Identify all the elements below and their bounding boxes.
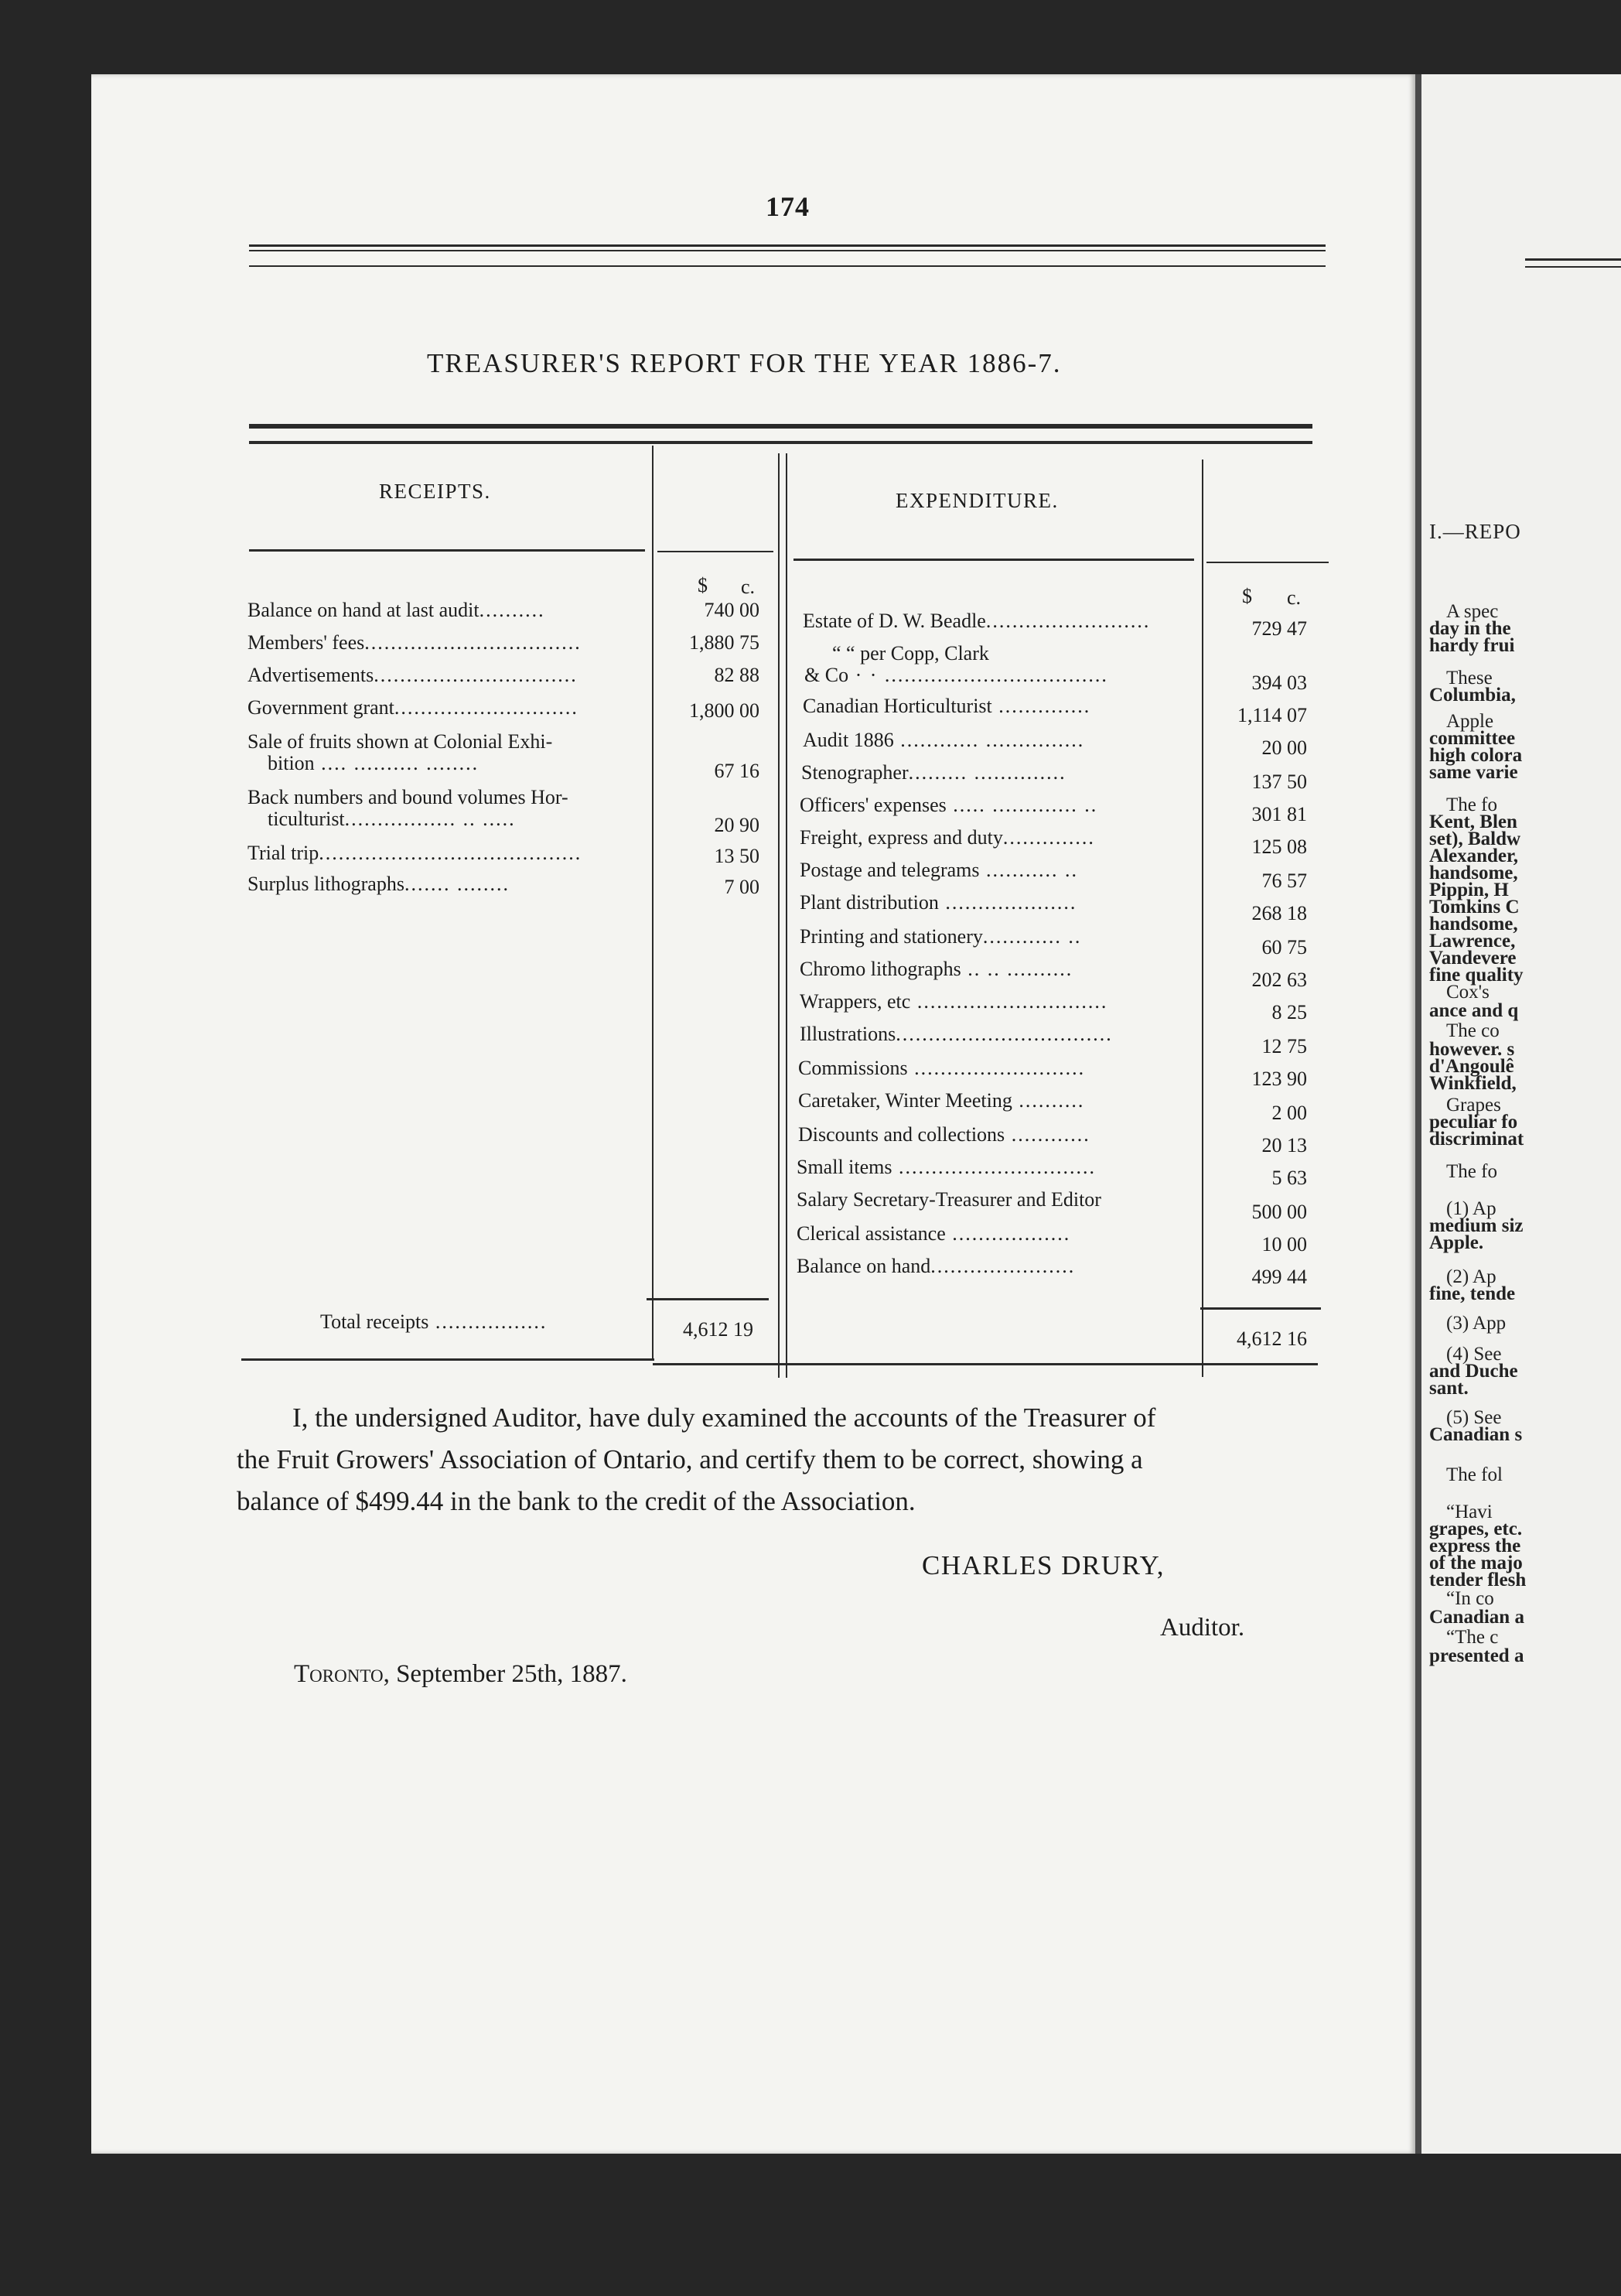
right-page-line: express the <box>1429 1536 1521 1556</box>
expenditure-row <box>832 642 1199 665</box>
expenditure-row <box>801 761 1199 784</box>
receipt-amount: 740 00 <box>704 599 759 621</box>
expenditure-label: Clerical assistance <box>797 1222 946 1245</box>
header-rule-middle <box>249 250 1326 251</box>
center-divider-left <box>778 453 780 1378</box>
right-page-line: (5) See <box>1446 1407 1502 1428</box>
expenditure-amount: 500 00 <box>1251 1201 1307 1223</box>
total-receipts-label: Total receipts <box>320 1310 429 1333</box>
expenditure-label: Audit 1886 <box>803 729 894 751</box>
auditor-signature: CHARLES DRURY, <box>922 1550 1165 1580</box>
expenditure-label: Stenographer <box>801 761 909 784</box>
right-page-line: committee <box>1429 728 1516 749</box>
expenditure-row <box>797 1255 1199 1278</box>
right-page-line: and Duche <box>1429 1361 1518 1382</box>
auditor-role: Auditor. <box>1160 1614 1245 1642</box>
expenditure-row <box>798 1089 1199 1112</box>
expenditure-amount: 20 00 <box>1261 736 1307 759</box>
expenditure-amount-divider <box>1202 460 1203 1377</box>
expenditure-dollar-symbol: $ <box>1242 585 1252 607</box>
expenditure-amount: 12 75 <box>1261 1035 1307 1057</box>
expenditure-label: Postage and telegrams <box>800 859 980 881</box>
right-page-heading: I.—REPO <box>1429 520 1521 543</box>
right-page-line: fine quality <box>1429 965 1524 986</box>
leader-dots: .... .......... ........ <box>314 752 479 774</box>
right-page-line: The fol <box>1446 1464 1503 1485</box>
right-page-line: handsome, <box>1429 914 1518 934</box>
leader-dots: .. .. .......... <box>961 958 1073 980</box>
page-number: 174 <box>766 191 810 222</box>
place-and-date <box>294 1660 627 1689</box>
receipt-label: Balance on hand at last audit <box>247 599 479 621</box>
right-page-line: Pippin, H <box>1429 880 1509 900</box>
receipt-label: Sale of fruits shown at Colonial Exhi- <box>247 730 553 753</box>
expenditure-label: Canadian Horticulturist <box>803 695 992 717</box>
right-page-line: Canadian a <box>1429 1607 1524 1628</box>
leader-dots: .......................... <box>907 1057 1086 1079</box>
right-page-line: The fo <box>1446 1161 1497 1182</box>
leader-dots: · · .................................. <box>848 664 1108 686</box>
receipt-row <box>247 696 650 719</box>
expenditure-label: Salary Secretary-Treasurer and Editor <box>797 1188 1101 1211</box>
receipt-label: bition <box>268 752 315 774</box>
certification-line-1: I, the undersigned Auditor, have duly examined the accounts of the Treasurer of <box>292 1403 1156 1433</box>
right-page-line: Lawrence, <box>1429 931 1516 952</box>
table-top-rule-2 <box>249 441 1312 444</box>
expenditure-row <box>803 729 1199 752</box>
center-divider-right <box>786 453 787 1378</box>
right-page-line: of the majo <box>1429 1553 1523 1573</box>
leader-dots: ................................. <box>364 631 582 654</box>
right-page-header-rule <box>1525 258 1621 261</box>
table-top-rule <box>249 424 1312 429</box>
receipt-row <box>247 664 650 687</box>
leader-dots: ............ <box>1005 1123 1090 1146</box>
expenditure-row <box>800 891 1199 914</box>
leader-dots: .............................. <box>892 1156 1096 1178</box>
expenditure-row <box>797 1188 1199 1211</box>
leader-dots: .......... <box>1012 1089 1085 1112</box>
right-page-line: grapes, etc. <box>1429 1519 1523 1539</box>
right-page-line: Canadian s <box>1429 1424 1523 1445</box>
receipt-amount: 7 00 <box>724 876 759 898</box>
leader-dots: ........... .. <box>979 859 1078 881</box>
right-page-line: set), Baldw <box>1429 829 1521 849</box>
report-title: TREASURER'S REPORT FOR THE YEAR 1886-7. <box>427 348 1062 378</box>
expenditure-label: Balance on hand <box>797 1255 931 1277</box>
expenditure-label: Wrappers, etc <box>800 990 911 1013</box>
receipts-amount-divider <box>652 446 654 1358</box>
right-page-line: (1) Ap <box>1446 1198 1496 1219</box>
expenditure-amount: 125 08 <box>1251 835 1307 858</box>
receipt-label: Back numbers and bound volumes Hor- <box>247 786 568 808</box>
expenditure-amount: 5 63 <box>1271 1167 1307 1189</box>
expenditure-label: Printing and stationery <box>800 925 983 948</box>
right-page-line: Alexander, <box>1429 846 1519 866</box>
right-page-line: Tomkins C <box>1429 897 1520 917</box>
right-page-line: “Havi <box>1446 1502 1493 1522</box>
expenditure-label: Plant distribution <box>800 891 939 914</box>
expenditure-label: Illustrations <box>800 1023 896 1045</box>
expenditure-amount: 301 81 <box>1251 803 1307 825</box>
right-page-line: Apple. <box>1429 1232 1484 1253</box>
expenditure-row <box>797 1222 1199 1245</box>
right-page-line: (2) Ap <box>1446 1266 1496 1287</box>
receipts-heading: RECEIPTS. <box>379 480 491 503</box>
receipt-row-continued <box>268 752 650 775</box>
expenditure-amount: 202 63 <box>1251 969 1307 991</box>
certification-line-3: balance of $499.44 in the bank to the credit of the Association. <box>237 1486 916 1516</box>
right-page-line: sant. <box>1429 1378 1469 1399</box>
expenditure-row <box>800 990 1199 1013</box>
leader-dots: ............ .. <box>982 925 1082 948</box>
expenditure-label: Caretaker, Winter Meeting <box>798 1089 1012 1112</box>
leader-dots: ......... .............. <box>908 761 1066 784</box>
expenditure-row <box>800 794 1199 817</box>
right-page-line: medium siz <box>1429 1215 1524 1236</box>
right-page-line: however. s <box>1429 1039 1515 1060</box>
table-bottom-rule-left <box>241 1358 654 1361</box>
leader-dots: .............. <box>1002 826 1095 849</box>
receipt-label: Members' fees <box>247 631 365 654</box>
right-page-line: Apple <box>1446 711 1494 732</box>
right-page-line: presented a <box>1429 1645 1524 1666</box>
receipt-row <box>247 873 650 896</box>
right-page-line: Columbia, <box>1429 685 1516 706</box>
total-receipts-row <box>320 1310 645 1334</box>
leader-dots: .......... <box>479 599 545 621</box>
expenditure-label: Commissions <box>798 1057 908 1079</box>
leader-dots: ............ ............... <box>893 729 1085 751</box>
expenditure-label: Estate of D. W. Beadle <box>803 610 986 632</box>
leader-dots: .................... <box>938 891 1077 914</box>
leader-dots: ............................ <box>394 696 578 719</box>
expenditure-label: & Co <box>804 664 849 686</box>
right-page-line: (4) See <box>1446 1344 1502 1365</box>
receipt-amount: 1,880 75 <box>689 631 759 654</box>
expenditure-row-continued <box>804 664 1199 687</box>
receipt-amount: 1,800 00 <box>689 699 759 722</box>
right-page-line: d'Angoulê <box>1429 1056 1514 1077</box>
receipt-amount: 13 50 <box>714 845 759 867</box>
expenditure-row <box>803 695 1199 718</box>
right-page-line: discriminat <box>1429 1129 1524 1150</box>
expenditure-label: Officers' expenses <box>800 794 947 816</box>
expenditure-amount: 20 13 <box>1261 1134 1307 1157</box>
expenditure-row <box>800 925 1199 948</box>
right-page-line: handsome, <box>1429 863 1518 883</box>
right-page-line: Winkfield, <box>1429 1073 1517 1094</box>
leader-dots: ....... ........ <box>404 873 510 895</box>
leader-dots: ........................................ <box>319 842 582 864</box>
right-page-line: Grapes <box>1446 1095 1501 1116</box>
right-page-line: “The c <box>1446 1627 1499 1648</box>
expenditure-heading: EXPENDITURE. <box>896 489 1059 512</box>
receipts-total-rule <box>647 1298 769 1300</box>
leader-dots: ..... ............. .. <box>946 794 1098 816</box>
leader-dots: ...................... <box>930 1255 1076 1277</box>
right-page-line: tender flesh <box>1429 1570 1527 1590</box>
expenditure-amount: 10 00 <box>1261 1233 1307 1256</box>
certification-line-2: the Fruit Growers' Association of Ontario, and certify them to be correct, showing a <box>237 1444 1143 1474</box>
right-page-line: A spec <box>1446 601 1499 622</box>
leader-dots: .................. <box>945 1222 1071 1245</box>
expenditure-row <box>803 610 1199 633</box>
expenditure-label: Small items <box>797 1156 892 1178</box>
receipt-row <box>247 842 650 865</box>
expenditure-amount: 123 90 <box>1251 1068 1307 1090</box>
leader-dots: .............. <box>991 695 1091 717</box>
expenditure-row <box>800 826 1199 849</box>
receipts-cents-symbol: c. <box>741 576 756 598</box>
expenditure-total-rule <box>1200 1307 1321 1310</box>
leader-dots: ......................... <box>985 610 1151 632</box>
expenditure-label: “ “ per Copp, Clark <box>832 642 989 665</box>
leader-dots: ............................... <box>374 664 578 686</box>
leader-dots: ............................. <box>910 990 1108 1013</box>
expenditure-amount: 394 03 <box>1251 671 1307 694</box>
receipt-label: Advertisements <box>247 664 374 686</box>
place-date: September 25th, 1887. <box>396 1660 627 1688</box>
receipt-amount: 82 88 <box>714 664 759 686</box>
expenditure-amount: 137 50 <box>1251 770 1307 793</box>
expenditure-amount: 60 75 <box>1261 936 1307 958</box>
right-page-line: fine, tende <box>1429 1283 1516 1304</box>
right-page-line: day in the <box>1429 618 1511 639</box>
right-page-line: “In co <box>1446 1588 1494 1609</box>
expenditure-label: Discounts and collections <box>798 1123 1005 1146</box>
leader-dots: ................. .. ..... <box>344 808 516 830</box>
right-page-line: Cox's <box>1446 982 1490 1003</box>
expenditure-row <box>798 1057 1199 1080</box>
expenditure-row <box>800 859 1199 882</box>
expenditure-label: Freight, express and duty <box>800 826 1003 849</box>
leader-dots: ................. <box>428 1310 548 1333</box>
expenditure-label: Chromo lithographs <box>800 958 961 980</box>
receipt-amount: 67 16 <box>714 760 759 782</box>
receipt-amount: 20 90 <box>714 814 759 836</box>
receipt-row <box>247 786 650 809</box>
expenditure-amount-heading-rule <box>1206 562 1329 563</box>
expenditure-amount: 2 00 <box>1271 1102 1307 1124</box>
receipt-label: Trial trip <box>247 842 319 864</box>
expenditure-row <box>797 1156 1199 1179</box>
receipt-row <box>247 631 650 654</box>
receipts-dollar-symbol: $ <box>698 574 708 596</box>
right-page-line: ance and q <box>1429 1000 1519 1021</box>
receipt-row-continued <box>268 808 650 831</box>
expenditure-heading-rule <box>793 559 1194 561</box>
right-page-line: peculiar fo <box>1429 1112 1518 1133</box>
header-rule-top <box>249 244 1326 247</box>
receipt-label: Surplus lithographs <box>247 873 404 895</box>
expenditure-amount: 1,114 07 <box>1237 704 1307 726</box>
receipt-row <box>247 599 650 622</box>
right-page-line: The co <box>1446 1020 1500 1041</box>
right-page-line: high colora <box>1429 745 1523 766</box>
right-page-line: same varie <box>1429 762 1518 783</box>
expenditure-amount: 8 25 <box>1271 1001 1307 1023</box>
table-bottom-rule-right <box>653 1363 1318 1365</box>
right-page-line: Vandevere <box>1429 948 1517 969</box>
right-page-line: Kent, Blen <box>1429 811 1517 832</box>
header-rule-bottom <box>249 265 1326 267</box>
receipts-amount-heading-rule <box>657 551 773 552</box>
expenditure-row <box>800 958 1199 981</box>
receipt-label: ticulturist <box>268 808 345 830</box>
right-page-line: The fo <box>1446 794 1497 815</box>
receipts-heading-rule <box>249 549 645 552</box>
expenditure-row <box>798 1123 1199 1146</box>
expenditure-amount: 76 57 <box>1261 870 1307 892</box>
receipt-label: Government grant <box>247 696 394 719</box>
leader-dots: ................................. <box>896 1023 1113 1045</box>
right-page-line: hardy frui <box>1429 635 1515 656</box>
expenditure-amount: 729 47 <box>1251 617 1307 640</box>
right-page-header-rule-2 <box>1525 266 1621 268</box>
right-page-line: These <box>1446 668 1493 688</box>
total-receipts-amount: 4,612 19 <box>683 1318 753 1341</box>
place-city: Toronto, <box>294 1660 390 1688</box>
expenditure-row <box>800 1023 1199 1046</box>
right-page-line: (3) App <box>1446 1313 1507 1334</box>
expenditure-amount: 499 44 <box>1251 1266 1307 1288</box>
expenditure-cents-symbol: c. <box>1287 586 1302 609</box>
receipt-row <box>247 730 650 753</box>
expenditure-amount: 268 18 <box>1251 902 1307 924</box>
total-expenditure-amount: 4,612 16 <box>1237 1327 1307 1350</box>
